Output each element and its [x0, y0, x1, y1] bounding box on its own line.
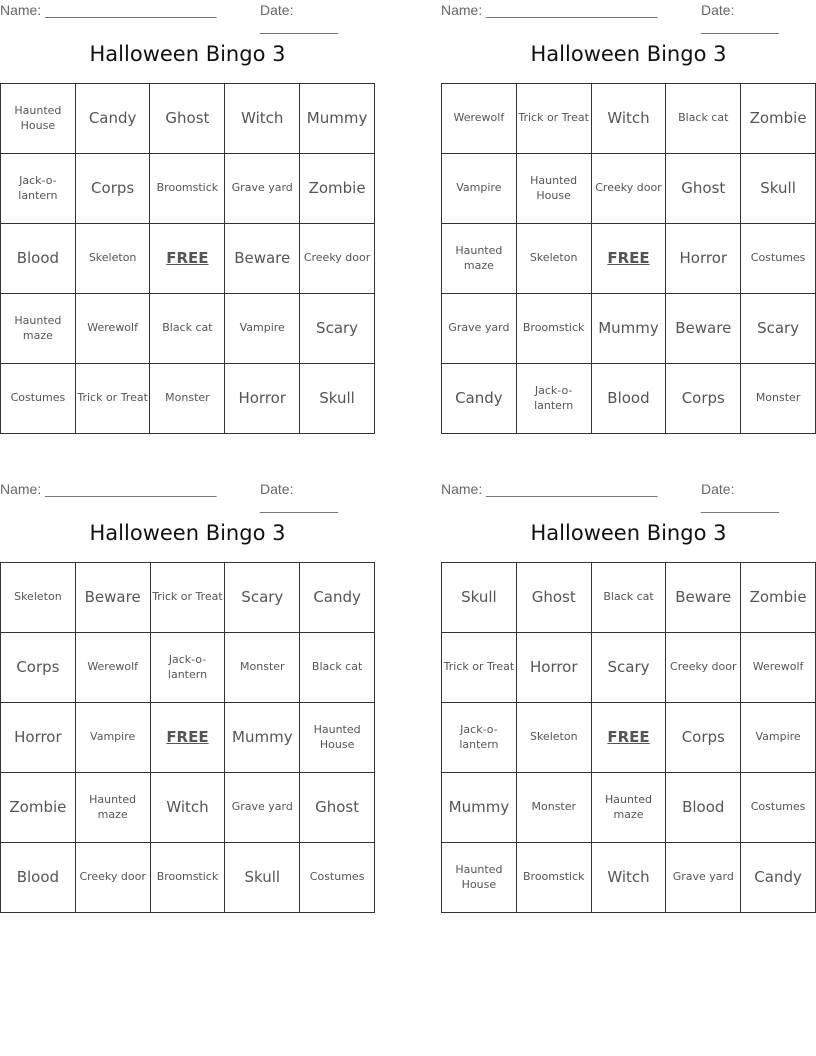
bingo-row — [442, 154, 816, 224]
bingo-cell: Ghost — [666, 154, 741, 224]
bingo-cell: Trick or Treat — [75, 364, 150, 434]
bingo-cell: Beware — [666, 294, 741, 364]
bingo-cell: Monster — [150, 364, 225, 434]
bingo-cell: Black cat — [666, 84, 741, 154]
bingo-cell: Scary — [741, 294, 816, 364]
bingo-row — [1, 773, 375, 843]
bingo-cell: Haunted maze — [1, 294, 76, 364]
bingo-cell: Black cat — [591, 563, 666, 633]
bingo-cell: Costumes — [1, 364, 76, 434]
bingo-cell: Monster — [225, 633, 300, 703]
name-date-row — [441, 479, 816, 513]
bingo-row — [442, 633, 816, 703]
bingo-cell: Candy — [741, 843, 816, 913]
bingo-cell: Haunted House — [300, 703, 375, 773]
bingo-cell: Creeky door — [300, 224, 375, 294]
bingo-cell: Trick or Treat — [150, 563, 225, 633]
bingo-cell: Jack-o-lantern — [1, 154, 76, 224]
bingo-cell: Mummy — [225, 703, 300, 773]
bingo-row — [1, 633, 375, 703]
name-field-label: Name: ______________________ — [441, 481, 658, 497]
bingo-cell: Grave yard — [225, 773, 300, 843]
bingo-cell: Zombie — [1, 773, 76, 843]
name-date-row — [441, 0, 816, 34]
free-space-cell: FREE — [150, 224, 225, 294]
bingo-cell: Candy — [75, 84, 150, 154]
bingo-cell: Blood — [666, 773, 741, 843]
bingo-cell: Scary — [591, 633, 666, 703]
bingo-cell: Jack-o-lantern — [150, 633, 225, 703]
bingo-cell: Mummy — [591, 294, 666, 364]
bingo-cell: Corps — [666, 703, 741, 773]
bingo-cell: Corps — [666, 364, 741, 434]
bingo-grid — [441, 83, 816, 434]
bingo-cell: Costumes — [741, 224, 816, 294]
bingo-row — [442, 364, 816, 434]
bingo-cell: Witch — [150, 773, 225, 843]
bingo-cell: Corps — [1, 633, 76, 703]
free-space-cell: FREE — [591, 224, 666, 294]
bingo-cell: Haunted House — [1, 84, 76, 154]
bingo-row — [1, 843, 375, 913]
bingo-row — [442, 294, 816, 364]
bingo-cell: Ghost — [300, 773, 375, 843]
bingo-cell: Grave yard — [442, 294, 517, 364]
bingo-cell: Horror — [516, 633, 591, 703]
bingo-cell: Horror — [666, 224, 741, 294]
bingo-cell: Haunted maze — [591, 773, 666, 843]
bingo-row — [1, 294, 375, 364]
bingo-cell: Haunted House — [442, 843, 517, 913]
card-title: Halloween Bingo 3 — [530, 42, 727, 66]
bingo-cell: Corps — [75, 154, 150, 224]
bingo-cell: Jack-o-lantern — [516, 364, 591, 434]
card-title: Halloween Bingo 3 — [89, 42, 286, 66]
name-date-row — [0, 479, 375, 513]
bingo-cell: Witch — [591, 84, 666, 154]
bingo-row — [1, 224, 375, 294]
bingo-cell: Black cat — [300, 633, 375, 703]
bingo-cell: Scary — [300, 294, 375, 364]
bingo-cell: Blood — [1, 843, 76, 913]
bingo-grid — [0, 83, 375, 434]
bingo-cell: Broomstick — [516, 843, 591, 913]
bingo-cell: Witch — [225, 84, 300, 154]
bingo-cell: Skeleton — [1, 563, 76, 633]
bingo-cell: Skeleton — [516, 224, 591, 294]
bingo-cell: Zombie — [741, 84, 816, 154]
date-field-label: Date: __________ — [701, 2, 779, 34]
bingo-row — [442, 563, 816, 633]
bingo-cell: Beware — [75, 563, 150, 633]
bingo-cell: Haunted House — [516, 154, 591, 224]
bingo-cell: Werewolf — [442, 84, 517, 154]
bingo-row — [1, 563, 375, 633]
bingo-cell: Ghost — [516, 563, 591, 633]
bingo-row — [1, 84, 375, 154]
bingo-cell: Haunted maze — [442, 224, 517, 294]
bingo-row — [442, 773, 816, 843]
bingo-cell: Scary — [225, 563, 300, 633]
bingo-cell: Skeleton — [516, 703, 591, 773]
bingo-cell: Mummy — [300, 84, 375, 154]
free-space-cell: FREE — [150, 703, 225, 773]
bingo-cell: Monster — [516, 773, 591, 843]
bingo-cell: Creeky door — [75, 843, 150, 913]
free-space-cell: FREE — [591, 703, 666, 773]
bingo-cell: Mummy — [442, 773, 517, 843]
bingo-row — [442, 703, 816, 773]
bingo-cell: Werewolf — [741, 633, 816, 703]
bingo-cell: Ghost — [150, 84, 225, 154]
card-title: Halloween Bingo 3 — [89, 521, 286, 545]
bingo-cell: Vampire — [442, 154, 517, 224]
bingo-cell: Trick or Treat — [442, 633, 517, 703]
bingo-cell: Horror — [1, 703, 76, 773]
bingo-row — [442, 843, 816, 913]
date-field-label: Date: __________ — [701, 481, 779, 513]
bingo-cell: Skull — [225, 843, 300, 913]
bingo-cell: Skull — [442, 563, 517, 633]
bingo-cell: Creeky door — [591, 154, 666, 224]
bingo-cell: Witch — [591, 843, 666, 913]
bingo-cell: Skull — [741, 154, 816, 224]
bingo-row — [1, 364, 375, 434]
bingo-cell: Creeky door — [666, 633, 741, 703]
bingo-grid — [441, 562, 816, 913]
bingo-cell: Trick or Treat — [516, 84, 591, 154]
bingo-cell: Beware — [225, 224, 300, 294]
bingo-cell: Vampire — [75, 703, 150, 773]
bingo-cell: Werewolf — [75, 633, 150, 703]
bingo-cell: Grave yard — [225, 154, 300, 224]
bingo-cell: Jack-o-lantern — [442, 703, 517, 773]
bingo-cell: Costumes — [300, 843, 375, 913]
bingo-cell: Zombie — [300, 154, 375, 224]
bingo-cell: Vampire — [741, 703, 816, 773]
bingo-grid — [0, 562, 375, 913]
bingo-cell: Blood — [1, 224, 76, 294]
bingo-row — [442, 224, 816, 294]
bingo-cell: Vampire — [225, 294, 300, 364]
name-field-label: Name: ______________________ — [0, 481, 217, 497]
bingo-cell: Broomstick — [150, 843, 225, 913]
bingo-row — [1, 154, 375, 224]
bingo-cell: Candy — [300, 563, 375, 633]
card-title: Halloween Bingo 3 — [530, 521, 727, 545]
bingo-cell: Black cat — [150, 294, 225, 364]
bingo-cell: Broomstick — [150, 154, 225, 224]
bingo-cell: Monster — [741, 364, 816, 434]
bingo-cell: Blood — [591, 364, 666, 434]
bingo-cell: Broomstick — [516, 294, 591, 364]
bingo-row — [442, 84, 816, 154]
bingo-row — [1, 703, 375, 773]
bingo-cell: Costumes — [741, 773, 816, 843]
name-date-row — [0, 0, 375, 34]
bingo-cell: Grave yard — [666, 843, 741, 913]
bingo-cell: Candy — [442, 364, 517, 434]
bingo-cell: Horror — [225, 364, 300, 434]
date-field-label: Date: __________ — [260, 481, 338, 513]
date-field-label: Date: __________ — [260, 2, 338, 34]
name-field-label: Name: ______________________ — [0, 2, 217, 18]
bingo-cell: Zombie — [741, 563, 816, 633]
bingo-cell: Werewolf — [75, 294, 150, 364]
name-field-label: Name: ______________________ — [441, 2, 658, 18]
bingo-cell: Haunted maze — [75, 773, 150, 843]
bingo-cell: Skull — [300, 364, 375, 434]
bingo-cell: Skeleton — [75, 224, 150, 294]
bingo-cell: Beware — [666, 563, 741, 633]
